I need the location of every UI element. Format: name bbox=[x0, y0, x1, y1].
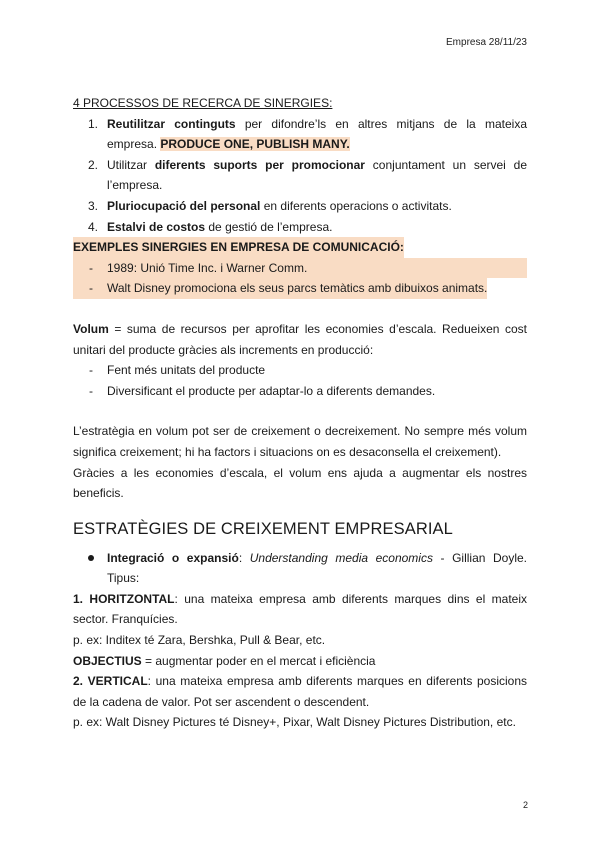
list-item: 1. Reutilitzar continguts per difondre’ls en altres mitjans de la mateixa empresa. PRODUCE ONE, PUBLISH MANY. bbox=[88, 116, 527, 152]
bullet-dot-icon bbox=[88, 555, 94, 561]
sinergies-list bbox=[73, 114, 527, 238]
list-item: 2. Utilitzar diferents suports per promocionar conjuntament un servei de l’empresa. bbox=[88, 157, 528, 193]
volum-list bbox=[73, 360, 527, 401]
volum-paragraph: Volum = suma de recursos per aprofitar les economies d’escala. Redueixen cost unitari del producte gràcies als increments en producció: bbox=[73, 321, 527, 357]
section-title-sinergies: 4 PROCESSOS DE RECERCA DE SINERGIES: bbox=[73, 96, 333, 110]
economies-paragraph: Gràcies a les economies d’escala, el volum ens ajuda a augmentar els nostres beneficis. bbox=[73, 465, 527, 501]
page-content bbox=[73, 93, 527, 733]
list-item: - Fent més unitats del producte bbox=[89, 363, 266, 378]
section-heading-creixement: ESTRATÈGIES DE CREIXEMENT EMPRESARIAL bbox=[73, 519, 453, 538]
list-item: - Walt Disney promociona els seus parcs temàtics amb dibuixos animats. bbox=[73, 278, 527, 299]
list-item: - Diversificant el producte per adaptar-lo a diferents demandes. bbox=[89, 383, 436, 398]
list-item: 4. Estalvi de costos de gestió de l’empresa. bbox=[88, 219, 333, 234]
example-disney: p. ex: Walt Disney Pictures té Disney+, Pixar, Walt Disney Pictures Distribution, etc. bbox=[73, 715, 516, 730]
integracio-list bbox=[73, 548, 527, 589]
page-header: Empresa 28/11/23 bbox=[446, 37, 527, 48]
examples-list bbox=[73, 258, 527, 299]
page-number: 2 bbox=[522, 800, 528, 810]
highlighted-text: PRODUCE ONE, PUBLISH MANY. bbox=[160, 137, 350, 152]
examples-title: EXEMPLES SINERGIES EN EMPRESA DE COMUNICACIÓ: bbox=[73, 237, 404, 258]
list-item: - 1989: Unió Time Inc. i Warner Comm. bbox=[73, 258, 527, 279]
vertical-paragraph: 2. VERTICAL: una mateixa empresa amb diferents marques en diferents posicions de la cadena de valor. Pot ser ascendent o descendent. bbox=[73, 674, 527, 709]
horitzontal-paragraph: 1. HORITZONTAL: una mateixa empresa amb diferents marques dins el mateix sector. Franquícies. bbox=[73, 591, 527, 627]
list-item: Integració o expansió: Understanding media economics - Gillian Doyle. Tipus: bbox=[73, 548, 527, 589]
list-item: 3. Pluriocupació del personal en diferents operacions o activitats. bbox=[88, 198, 452, 213]
example-inditex: p. ex: Inditex té Zara, Bershka, Pull & Bear, etc. bbox=[73, 633, 326, 648]
estrategia-paragraph: L’estratègia en volum pot ser de creixement o decreixement. No sempre més volum significa creixement; hi ha factors i situacions on es desaconsella el creixement). bbox=[73, 424, 527, 459]
objectius-line: OBJECTIUS = augmentar poder en el mercat i eficiència bbox=[73, 653, 376, 668]
